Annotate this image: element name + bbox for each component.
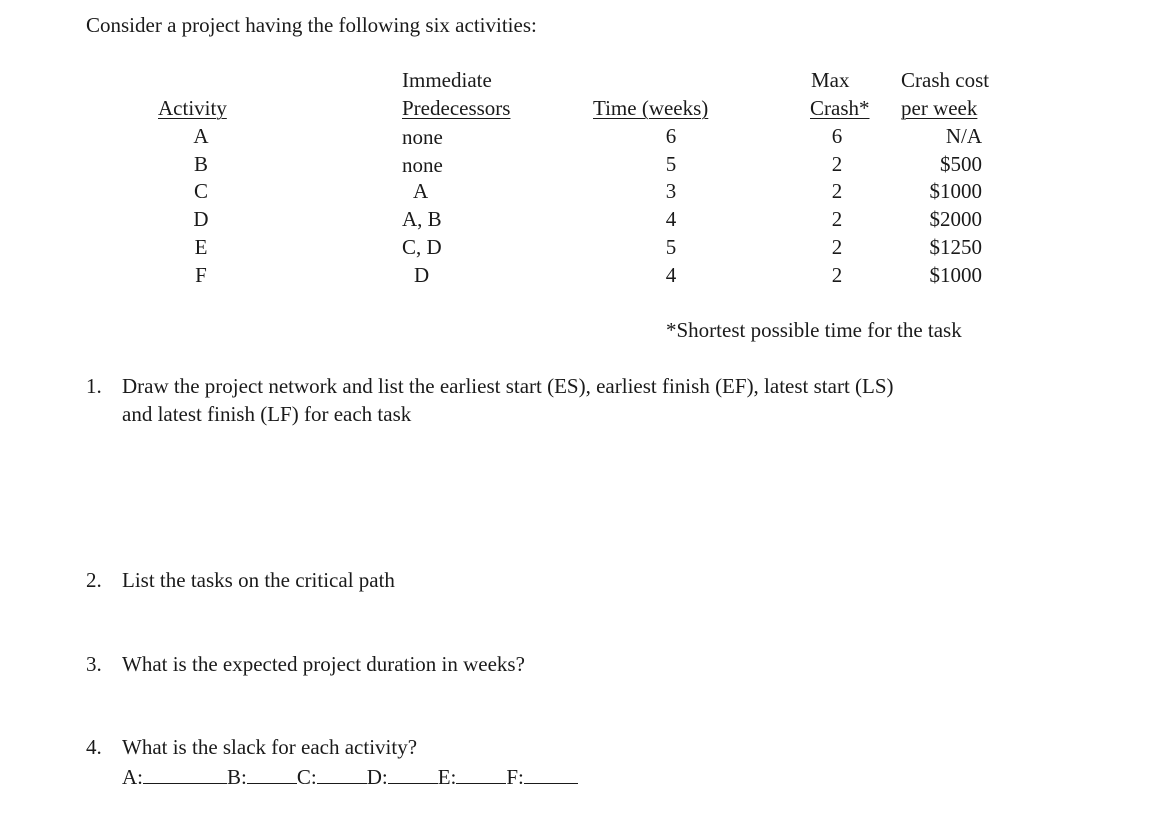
row-d-cost: $2000 [929, 207, 982, 231]
row-e-pred: C, D [402, 235, 442, 259]
row-f-max: 2 [831, 263, 843, 287]
header-predecessors-line2: Predecessors [402, 96, 511, 120]
row-f-activity: F [195, 263, 207, 287]
slack-a-blank[interactable] [143, 765, 227, 784]
intro-text: Consider a project having the following six activities: [86, 13, 537, 37]
row-a-cost: N/A [945, 124, 982, 148]
q1-number: 1. [86, 374, 102, 398]
row-e-activity: E [194, 235, 208, 259]
q1-text-line2: and latest finish (LF) for each task [122, 402, 412, 426]
slack-answer-line [122, 765, 578, 788]
row-d-activity: D [193, 207, 209, 231]
row-c-max: 2 [831, 179, 843, 203]
row-c-time: 3 [665, 179, 677, 203]
row-e-max: 2 [831, 235, 843, 259]
row-c-pred: A [413, 179, 429, 203]
header-time: Time (weeks) [593, 96, 709, 120]
table-footnote: *Shortest possible time for the task [666, 318, 962, 342]
row-b-activity: B [193, 152, 208, 176]
row-a-time: 6 [665, 124, 677, 148]
slack-e-blank[interactable] [456, 765, 506, 784]
slack-c-label: C: [296, 765, 317, 789]
slack-f-label: F: [506, 765, 524, 789]
slack-d-blank[interactable] [388, 765, 438, 784]
row-b-pred: none [402, 153, 443, 177]
q2-number: 2. [86, 568, 102, 592]
row-e-time: 5 [665, 235, 677, 259]
row-f-pred: D [414, 263, 430, 287]
header-predecessors-line1: Immediate [402, 68, 492, 92]
row-d-max: 2 [831, 207, 843, 231]
row-e-cost: $1250 [929, 235, 982, 259]
row-b-cost: $500 [940, 152, 982, 176]
header-max-line2: Crash* [810, 96, 870, 120]
q3-number: 3. [86, 652, 102, 676]
row-d-time: 4 [665, 207, 677, 231]
row-f-time: 4 [665, 263, 677, 287]
row-c-cost: $1000 [929, 179, 982, 203]
header-cost-line2: per week [901, 96, 978, 120]
slack-b-blank[interactable] [247, 765, 297, 784]
q4-text: What is the slack for each activity? [122, 735, 418, 759]
q2-text: List the tasks on the critical path [122, 568, 395, 592]
row-f-cost: $1000 [929, 263, 982, 287]
row-d-pred: A, B [402, 207, 442, 231]
row-a-max: 6 [831, 124, 843, 148]
header-cost-line1: Crash cost [901, 68, 990, 92]
q4-number: 4. [86, 735, 102, 759]
slack-c-blank[interactable] [317, 765, 367, 784]
row-a-pred: none [402, 125, 443, 149]
q1-text-line1: Draw the project network and list the earliest start (ES), earliest finish (EF), latest start (LS) [122, 374, 894, 398]
row-c-activity: C [193, 179, 208, 203]
header-max-line1: Max [811, 68, 850, 92]
row-a-activity: A [193, 124, 209, 148]
slack-b-label: B: [227, 765, 247, 789]
slack-f-blank[interactable] [524, 765, 578, 784]
slack-d-label: D: [366, 765, 388, 789]
header-activity: Activity [158, 96, 227, 120]
row-b-time: 5 [665, 152, 677, 176]
q3-text: What is the expected project duration in weeks? [122, 652, 525, 676]
slack-e-label: E: [437, 765, 457, 789]
slack-a-label: A: [122, 765, 143, 789]
row-b-max: 2 [831, 152, 843, 176]
